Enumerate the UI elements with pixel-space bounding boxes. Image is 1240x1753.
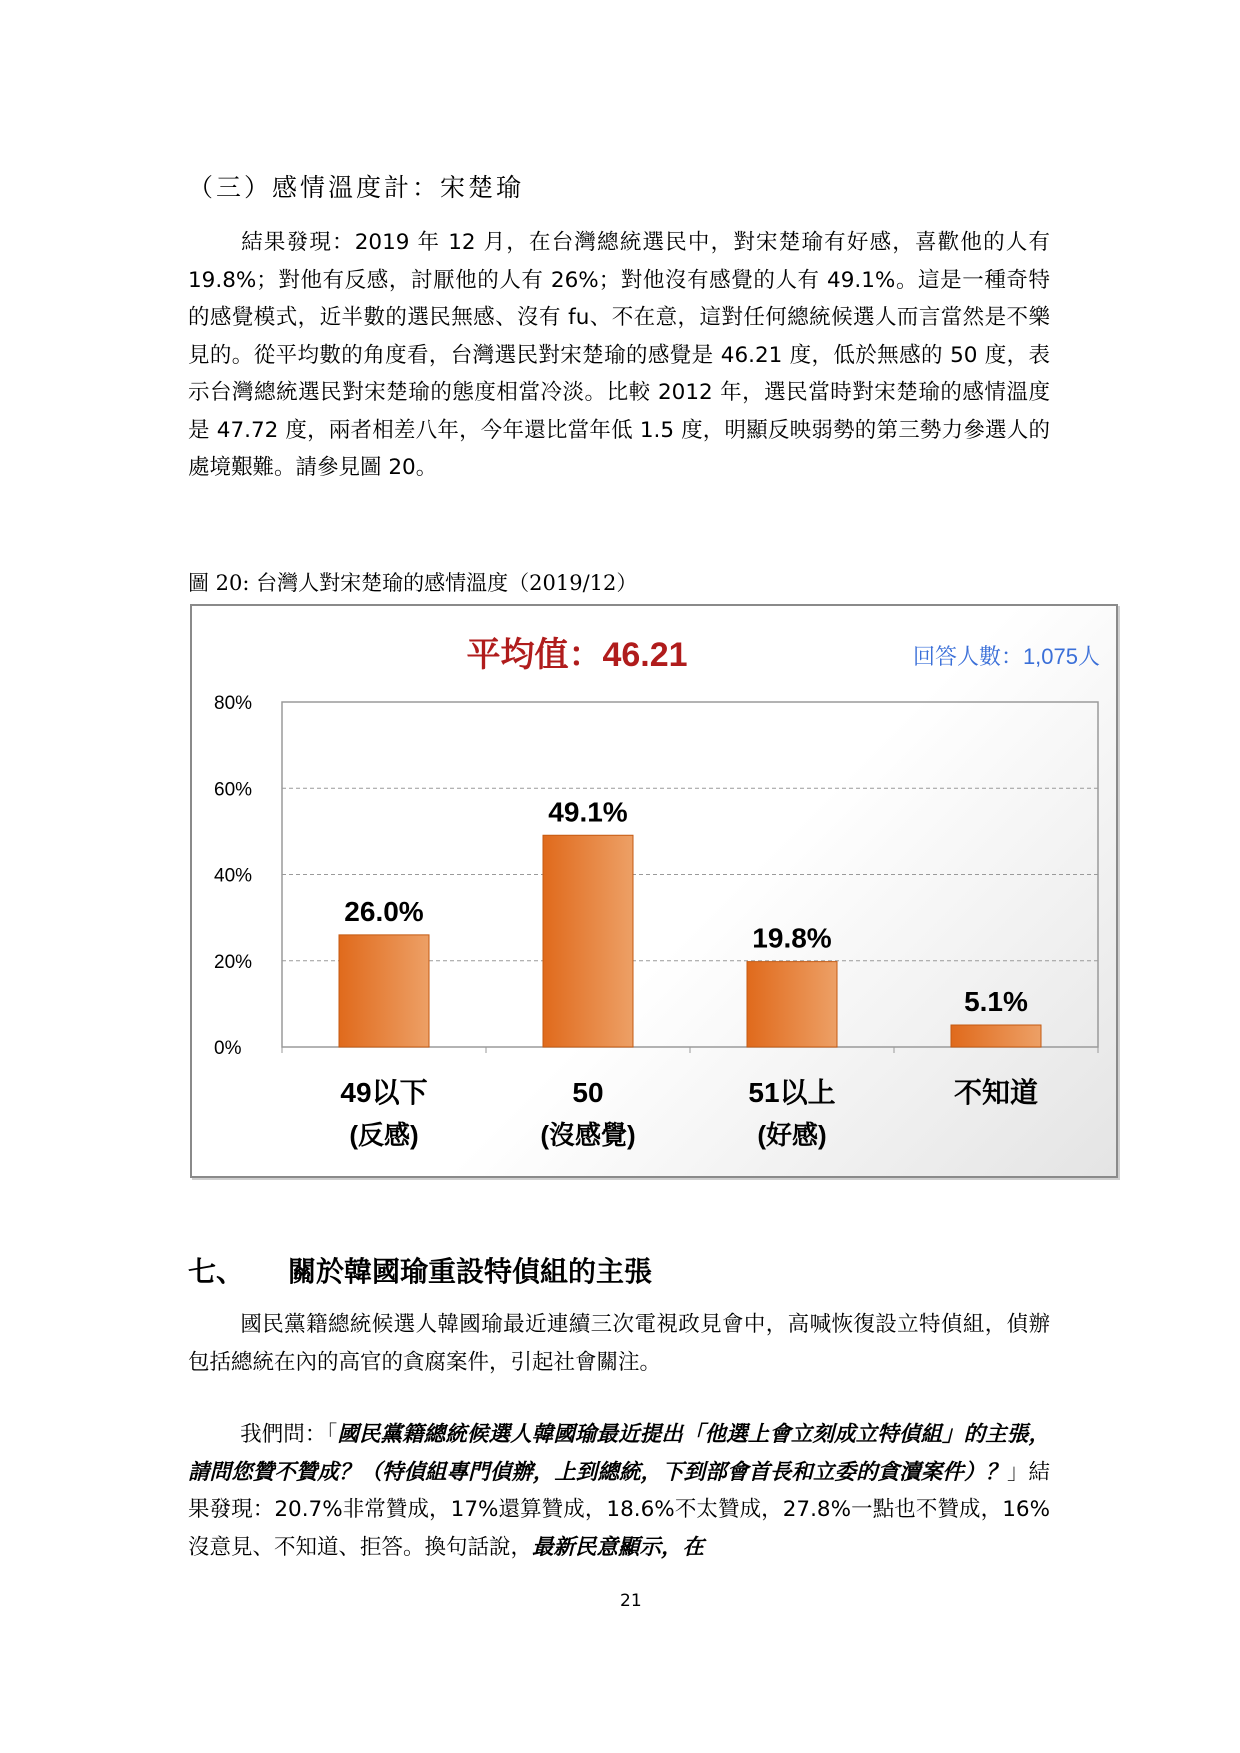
section-7-title: 關於韓國瑜重設特偵組的主張 xyxy=(288,1255,653,1288)
survey-question: 國民黨籍總統候選人韓國瑜最近提出「他選上會立刻成立特偵組」的主張，請問您贊不贊成？（特偵組專門偵辦，上到總統，下到部會首長和立委的貪瀆案件）？ xyxy=(188,1422,1050,1485)
category-label: 49以下 xyxy=(340,1077,428,1108)
chart-subtitle: 回答人數：1,075人 xyxy=(912,644,1100,669)
paragraph-background-text: 國民黨籍總統候選人韓國瑜最近連續三次電視政見會中，高喊恢復設立特偵組，偵辦包括總統在內的高官的貪腐案件，引起社會關注。 xyxy=(188,1312,1050,1375)
bar-chart xyxy=(192,606,1116,1176)
survey-result: 」結果發現：20.7%非常贊成，17%還算贊成，18.6%不太贊成，27.8%一點也不贊成，16%沒意見、不知道、拒答。換句話說， xyxy=(188,1459,1050,1560)
category-label: 不知道 xyxy=(953,1077,1039,1108)
bar xyxy=(747,962,837,1047)
chart-frame xyxy=(190,604,1118,1178)
survey-lead: 我們問：「 xyxy=(240,1422,338,1447)
bar-value-label: 5.1% xyxy=(964,986,1028,1018)
bar xyxy=(543,835,633,1047)
y-tick-label: 80% xyxy=(214,693,253,714)
bar-value-label: 19.8% xyxy=(752,922,832,954)
survey-tail: 最新民意顯示，在 xyxy=(532,1534,705,1560)
paragraph-survey xyxy=(188,1416,1050,1566)
category-label: 51以上 xyxy=(748,1077,836,1108)
bar-value-label: 49.1% xyxy=(548,796,628,828)
category-sublabel: (反感) xyxy=(349,1120,419,1150)
category-sublabel: (沒感覺) xyxy=(540,1120,636,1150)
bar-value-label: 26.0% xyxy=(344,895,424,927)
section-7-heading xyxy=(188,1250,652,1290)
chart-title: 平均值：46.21 xyxy=(466,636,688,674)
category-sublabel: (好感) xyxy=(757,1120,827,1150)
page-number: 21 xyxy=(620,1591,642,1611)
section-heading: （三）感情溫度計：宋楚瑜 xyxy=(188,173,525,202)
y-tick-label: 20% xyxy=(214,951,253,973)
paragraph-background xyxy=(188,1306,1050,1381)
bar xyxy=(951,1025,1041,1047)
paragraph-result-text: 結果發現：2019 年 12 月，在台灣總統選民中，對宋楚瑜有好感，喜歡他的人有 19.8%；對他有反感，討厭他的人有 26%；對他沒有感覺的人有 49.1%。這是一種奇特的感覺模式，近半數的選民無感、沒有 fu、不在意，這對任何總統候選人而言當然是不樂見的。從平均數的角度看，台灣選民對宋楚瑜的感覺是 46.21 度，低於無感的 50 度，表示台灣總統選民對宋楚瑜的態度相當冷淡。比較 2012 年，選民當時對宋楚瑜的感情溫度是 47.72 度，兩者相差八年，今年還比當年低 1.5 度，明顯反映弱勢的第三勢力參選人的處境艱難。請參見圖 20。 xyxy=(188,230,1050,480)
y-tick-label: 60% xyxy=(214,779,253,801)
paragraph-result xyxy=(188,224,1050,487)
figure-caption: 圖 20: 台灣人對宋楚瑜的感情溫度（2019/12） xyxy=(188,571,638,595)
bar xyxy=(339,935,429,1047)
section-7-number: 七、 xyxy=(188,1255,245,1288)
y-tick-label: 0% xyxy=(214,1038,242,1059)
y-tick-label: 40% xyxy=(214,865,253,887)
category-label: 50 xyxy=(572,1077,604,1108)
